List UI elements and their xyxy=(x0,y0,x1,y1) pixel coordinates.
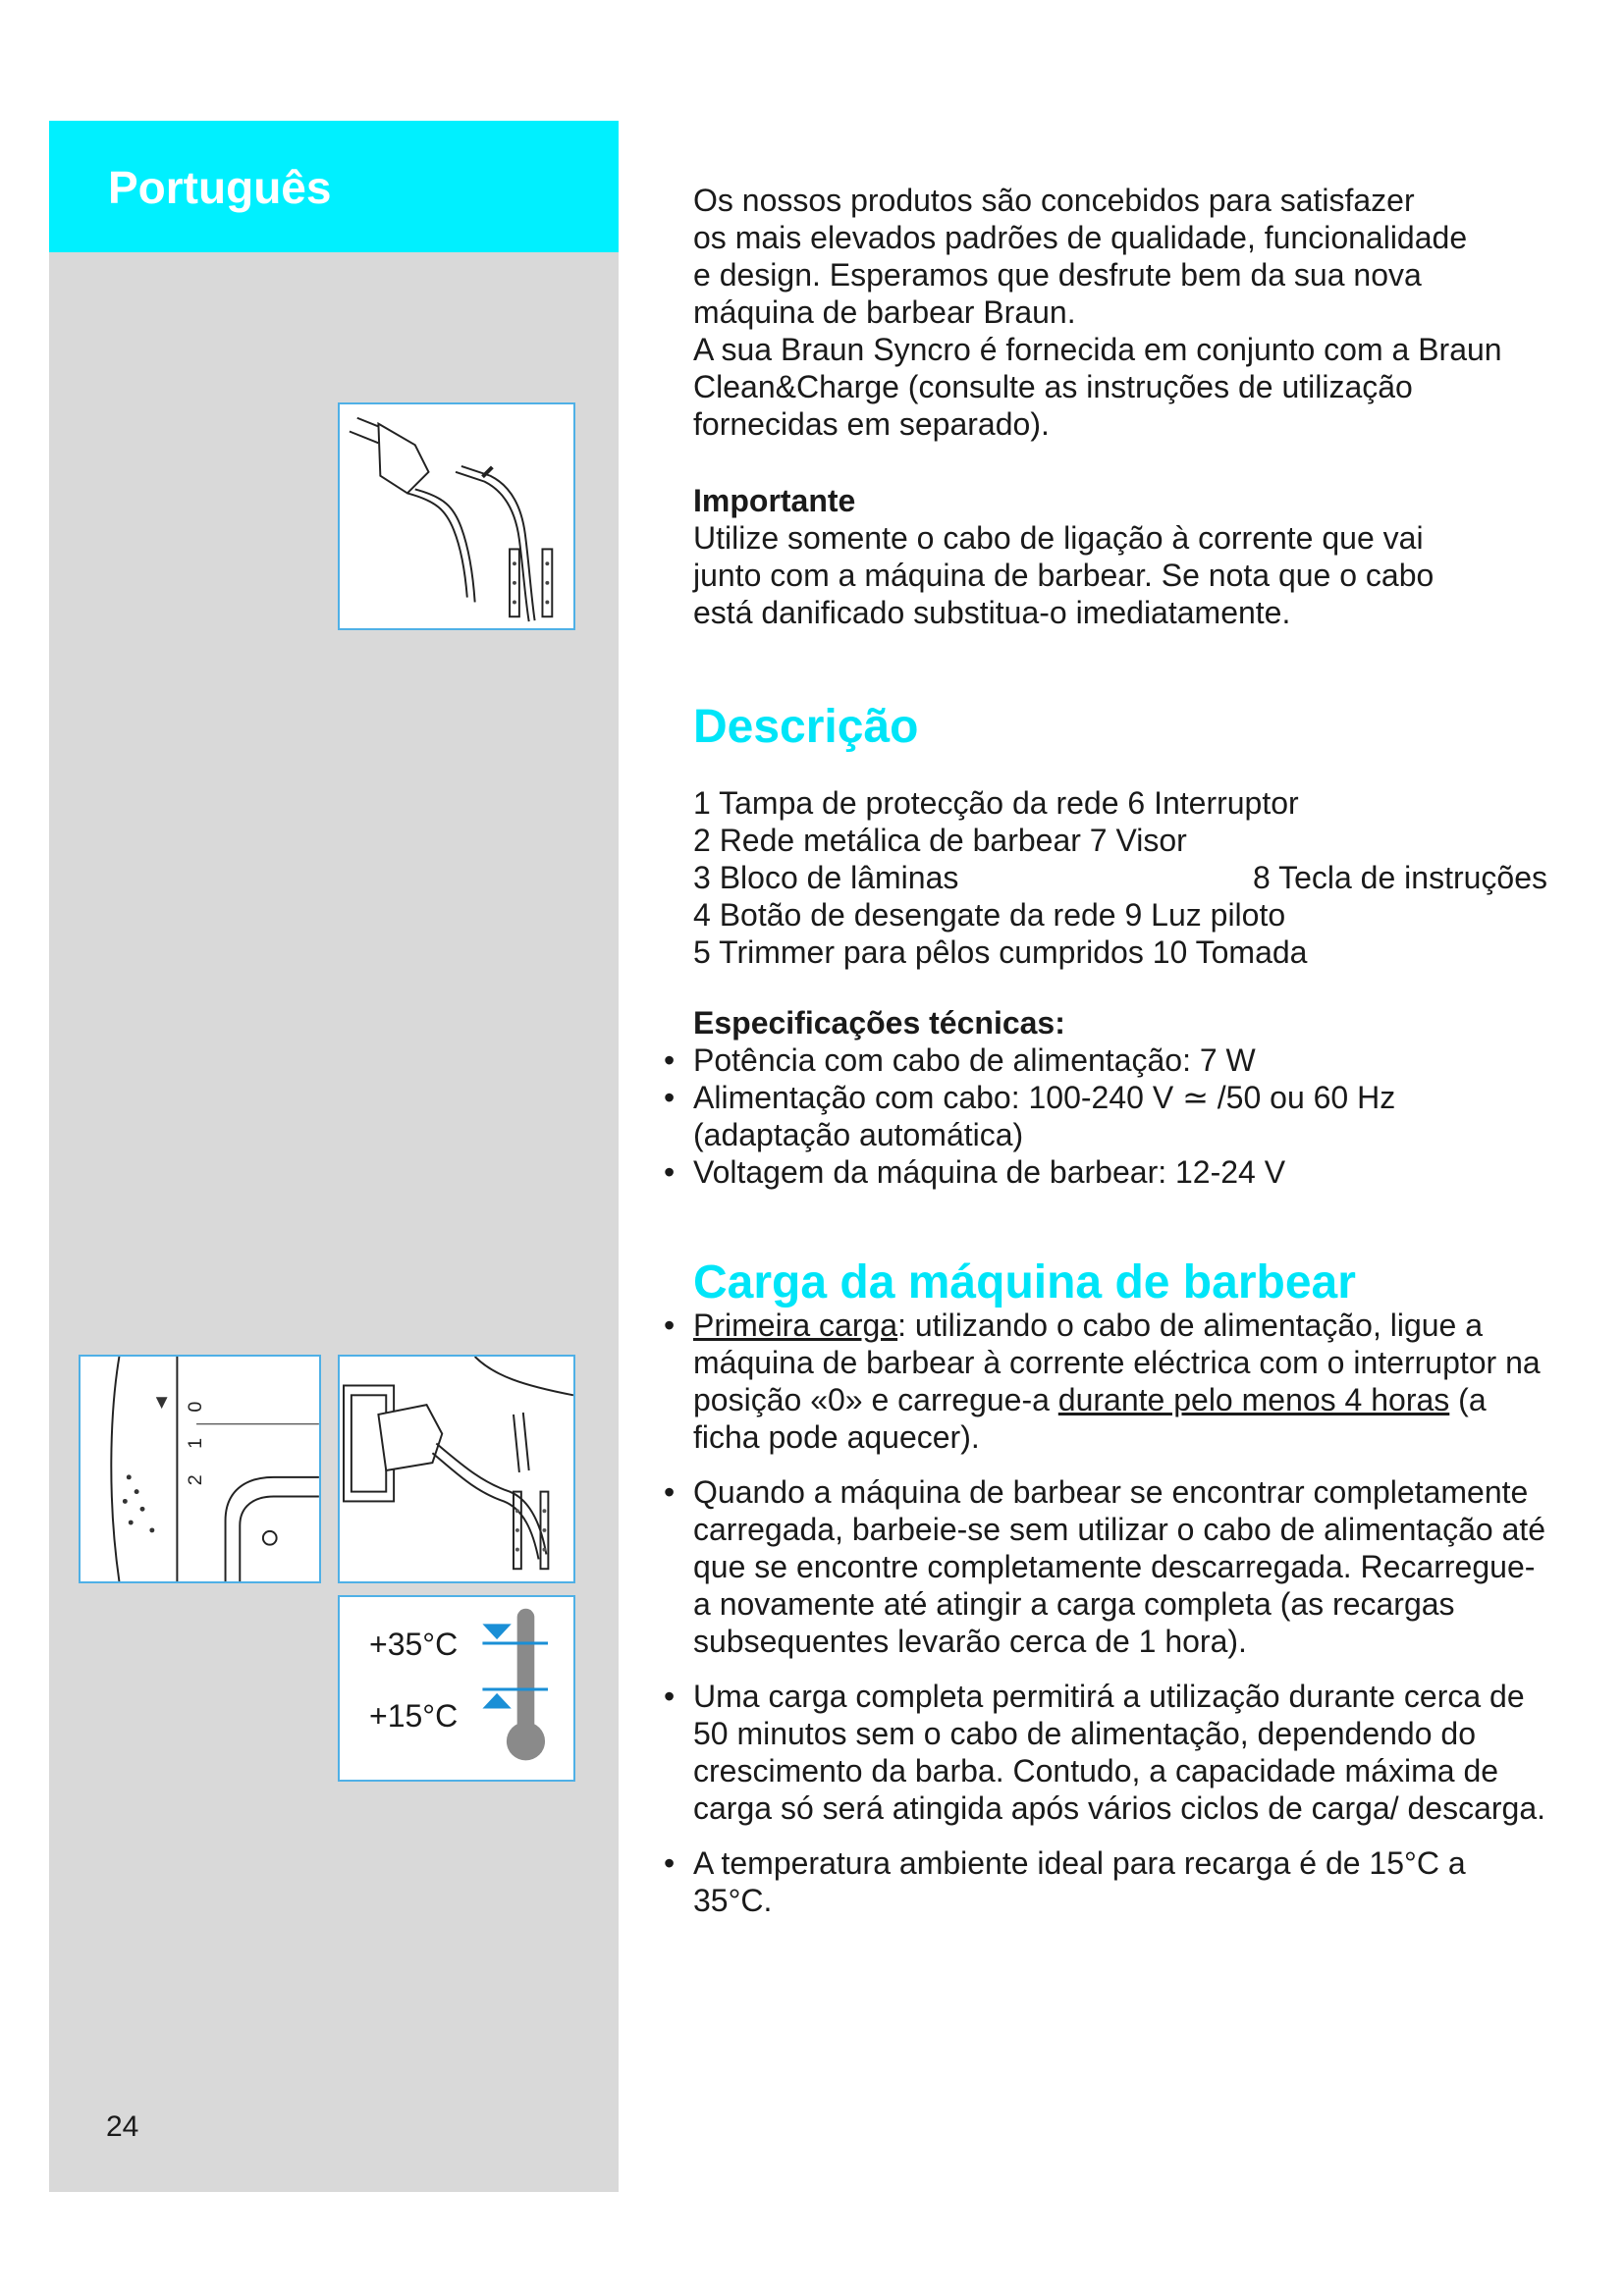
intro-paragraph xyxy=(693,182,1547,443)
language-title: Português xyxy=(108,162,332,213)
shaver-switch-illustration xyxy=(79,1355,321,1583)
parts-row: 1 Tampa de protecção da rede 6 Interruptor xyxy=(693,785,1299,821)
switch-drawing xyxy=(81,1357,319,1581)
charging-item: • A temperatura ambiente ideal para recarga é de 15°C a 35°C. xyxy=(693,1844,1547,1919)
switch-mark-1: 1 xyxy=(184,1437,206,1449)
charge-duration-label: durante pelo menos 4 horas xyxy=(1057,1382,1450,1417)
switch-mark-2: 2 xyxy=(184,1474,206,1486)
important-heading: Importante xyxy=(693,483,856,518)
page-number: 24 xyxy=(106,2110,139,2143)
charging-title: Carga da máquina de barbear xyxy=(693,1256,1356,1308)
socket-drawing xyxy=(340,1357,573,1581)
intro-line: e design. Esperamos que desfrute bem da sua nova xyxy=(693,257,1422,293)
spec-item: • Voltagem da máquina de barbear: 12-24 V xyxy=(693,1153,1547,1191)
intro-line: A sua Braun Syncro é fornecida em conjunto com a Braun xyxy=(693,332,1502,367)
important-line: Utilize somente o cabo de ligação à corrente que vai xyxy=(693,520,1424,556)
important-paragraph xyxy=(693,519,1547,631)
plug-cable-illustration xyxy=(338,402,575,630)
temperature-min-label: +15°C xyxy=(369,1698,459,1734)
arrow-down-icon xyxy=(482,1624,511,1639)
parts-row: 4 Botão de desengate da rede 9 Luz piloto xyxy=(693,897,1286,933)
parts-row-right: 8 Tecla de instruções xyxy=(1252,860,1547,895)
intro-line: máquina de barbear Braun. xyxy=(693,294,1076,330)
spec-item xyxy=(693,1079,1547,1153)
plug-socket-illustration xyxy=(338,1355,575,1583)
important-line: está danificado substitua-o imediatamente. xyxy=(693,595,1291,630)
switch-pointer-icon xyxy=(156,1397,168,1409)
specs-list xyxy=(693,1041,1547,1191)
intro-line: fornecidas em separado). xyxy=(693,406,1050,442)
charging-item: • Uma carga completa permitirá a utilização durante cerca de 50 minutos sem o cabo de alimentação, dependendo do crescimento da barba. Contudo, a capacidade máxima de carga só será atingida após vários ciclos de carga/ descarga. xyxy=(693,1678,1547,1827)
intro-line: os mais elevados padrões de qualidade, funcionalidade xyxy=(693,220,1468,255)
spec-item-text: Alimentação com cabo: 100-240 V ≃ /50 ou 60 Hz xyxy=(693,1080,1396,1115)
first-charge-label: Primeira carga xyxy=(693,1308,898,1343)
parts-list xyxy=(693,784,1547,971)
parts-row: 5 Trimmer para pêlos cumpridos 10 Tomada xyxy=(693,934,1308,970)
spec-item: • Potência com cabo de alimentação: 7 W xyxy=(693,1041,1547,1079)
charging-list xyxy=(693,1307,1547,1919)
description-title: Descrição xyxy=(693,701,919,753)
temperature-max-label: +35°C xyxy=(369,1627,459,1662)
specs-heading: Especificações técnicas: xyxy=(693,1005,1065,1041)
intro-line: Clean&Charge (consulte as instruções de utilização xyxy=(693,369,1413,404)
intro-line: Os nossos produtos são concebidos para satisfazer xyxy=(693,183,1415,218)
parts-row xyxy=(693,859,1547,896)
charging-item: • Quando a máquina de barbear se encontrar completamente carregada, barbeie-se sem utilizar o cabo de alimentação até que se encontre completamente descarregada. Recarregue-a novamente até atingir a carga completa (as recargas subsequentes levarão cerca de 1 hora). xyxy=(693,1473,1547,1660)
switch-mark-0: 0 xyxy=(184,1401,206,1413)
important-line: junto com a máquina de barbear. Se nota que o cabo xyxy=(693,558,1435,593)
thermometer-illustration xyxy=(338,1595,575,1782)
spec-item-text: (adaptação automática) xyxy=(693,1117,1024,1152)
main-content xyxy=(693,182,1547,1937)
charging-item xyxy=(693,1307,1547,1456)
thermometer-icon xyxy=(340,1597,573,1780)
parts-row-left: 3 Bloco de lâminas xyxy=(693,860,959,895)
parts-row: 2 Rede metálica de barbear 7 Visor xyxy=(693,823,1187,858)
charging-text: (a ficha pode aquecer). xyxy=(693,1382,1487,1455)
arrow-up-icon xyxy=(482,1693,511,1709)
charging-text: : utilizando o cabo de alimentação, ligue a máquina de barbear à corrente eléctrica com o interruptor na posição «0» e carregue-a xyxy=(693,1308,1541,1417)
plug-cable-drawing xyxy=(340,404,573,628)
